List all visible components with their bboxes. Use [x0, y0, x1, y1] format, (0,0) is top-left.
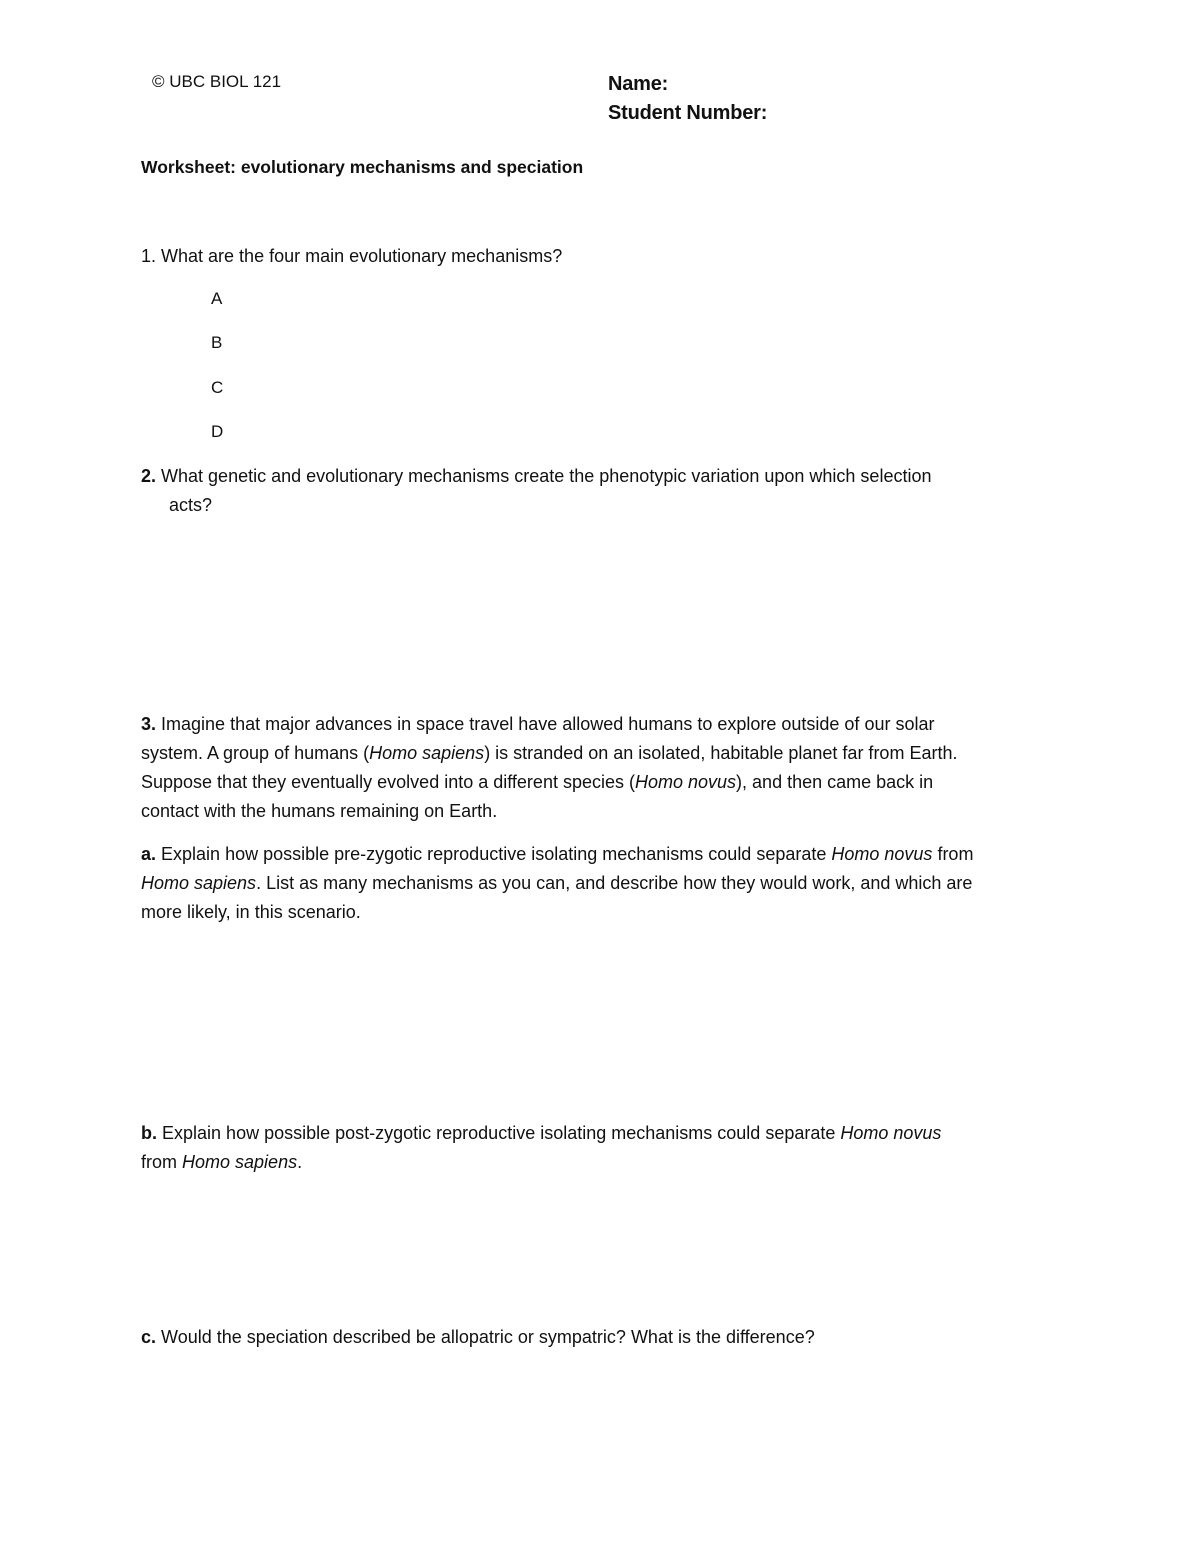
question-1-option-c: C — [211, 378, 224, 397]
question-3b-species-homo-sapiens: Homo sapiens — [182, 1152, 298, 1172]
worksheet-title: Worksheet: evolutionary mechanisms and speciation — [141, 157, 584, 177]
question-3-line-2a: system. A group of humans ( — [141, 743, 370, 763]
question-2-line-2: acts? — [169, 494, 213, 515]
question-3-number: 3. — [141, 714, 157, 734]
question-3b-line-2b: . — [297, 1152, 303, 1172]
question-1-option-d: D — [211, 422, 224, 441]
question-3a-line-1a: Explain how possible pre-zygotic reproductive isolating mechanisms could separate — [161, 844, 832, 864]
question-3-line-2b: ) is stranded on an isolated, habitable planet far from Earth. — [484, 743, 958, 763]
student-number-label: Student Number: — [608, 102, 768, 124]
question-3b-line-2a: from — [141, 1152, 183, 1172]
question-3-species-homo-sapiens: Homo sapiens — [369, 743, 485, 763]
question-1-number: 1. — [141, 246, 157, 266]
question-3a — [141, 840, 1061, 927]
question-3-line-4: contact with the humans remaining on Earth. — [141, 801, 498, 821]
question-3-line-3a: Suppose that they eventually evolved into a different species ( — [141, 772, 635, 792]
question-3b-species-homo-novus: Homo novus — [840, 1123, 942, 1143]
question-1-option-b: B — [211, 333, 223, 352]
question-3c-letter: c. — [141, 1327, 157, 1347]
question-3-species-homo-novus: Homo novus — [634, 772, 737, 792]
question-3a-line-3: more likely, in this scenario. — [141, 902, 361, 922]
question-3b — [141, 1119, 1061, 1177]
question-3a-species-homo-sapiens: Homo sapiens — [141, 873, 257, 893]
question-1 — [141, 242, 562, 271]
question-3c — [141, 1323, 1061, 1352]
question-3a-line-1b: from — [932, 844, 974, 864]
question-3-line-3b: ), and then came back in — [736, 772, 934, 792]
question-2 — [141, 462, 1041, 519]
question-1-text: What are the four main evolutionary mechanisms? — [161, 246, 563, 266]
question-3b-line-1a: Explain how possible post-zygotic reproductive isolating mechanisms could separate — [162, 1123, 841, 1143]
question-3 — [141, 710, 1061, 826]
question-3a-letter: a. — [141, 844, 157, 864]
question-2-number: 2. — [141, 466, 157, 486]
question-3c-text: Would the speciation described be allopatric or sympatric? What is the difference? — [161, 1327, 815, 1347]
question-1-option-a: A — [211, 289, 223, 308]
question-3-line-1: Imagine that major advances in space travel have allowed humans to explore outside of our solar — [161, 714, 935, 734]
copyright-text: © UBC BIOL 121 — [152, 72, 282, 91]
question-3a-line-2b: . List as many mechanisms as you can, and describe how they would work, and which are — [256, 873, 973, 893]
question-3b-letter: b. — [141, 1123, 157, 1143]
question-3a-species-homo-novus: Homo novus — [831, 844, 933, 864]
question-2-line-1: What genetic and evolutionary mechanisms create the phenotypic variation upon which selection — [161, 466, 932, 486]
name-label: Name: — [608, 73, 669, 95]
